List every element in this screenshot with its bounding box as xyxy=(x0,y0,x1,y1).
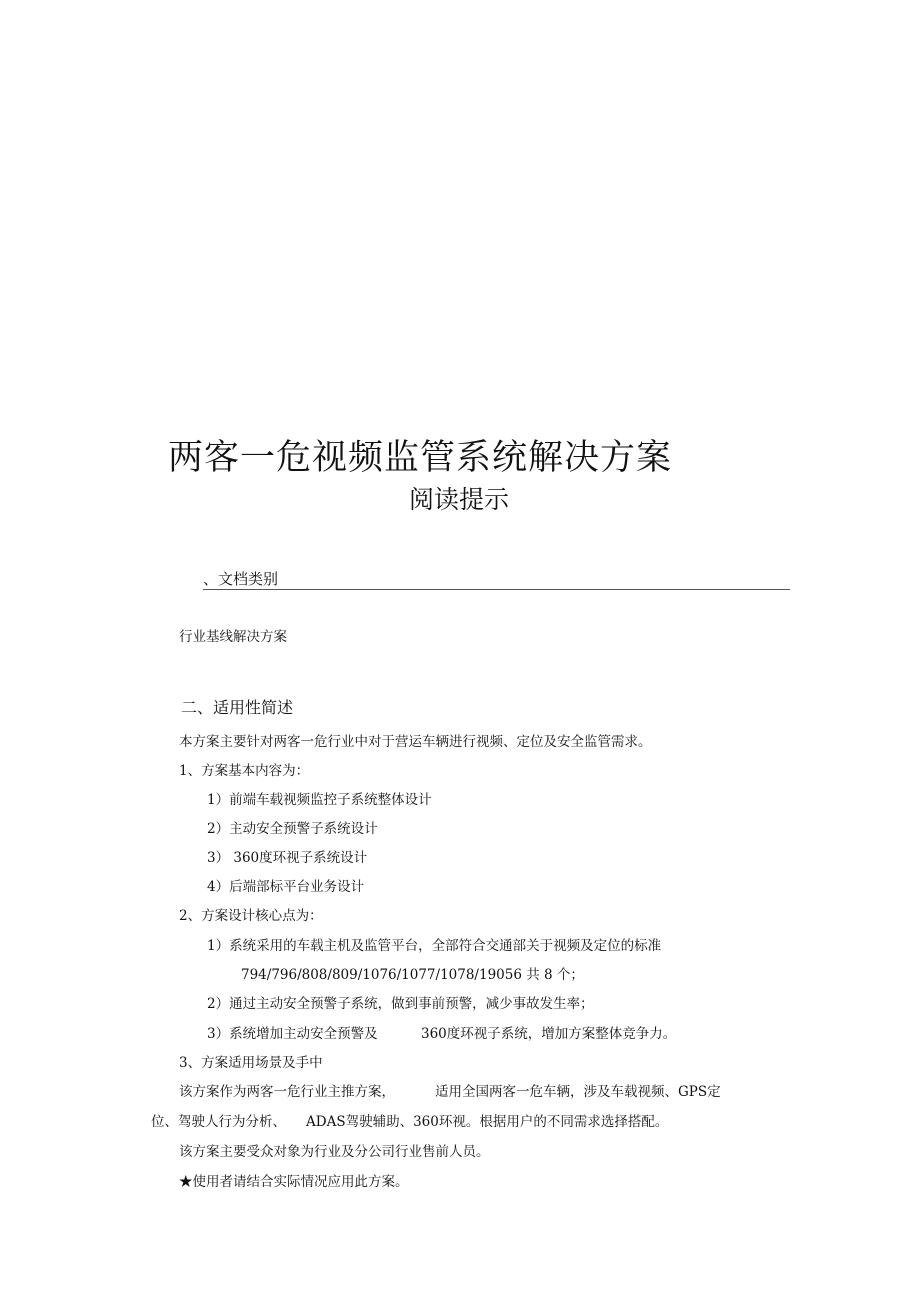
intro-paragraph: 本方案主要针对两客一危行业中对于营运车辆进行视频、定位及安全监管需求。 xyxy=(179,734,652,750)
list-item: 2）主动安全预警子系统设计 xyxy=(207,821,378,837)
point3-line2-part1: 位、驾驶人行为分析、 xyxy=(151,1114,286,1130)
point2-title: 2、方案设计核心点为： xyxy=(179,908,323,924)
list-item: 4）后端部标平台业务设计 xyxy=(207,879,365,895)
section-divider xyxy=(203,589,790,590)
usage-note: ★使用者请结合实际情况应用此方案。 xyxy=(179,1174,409,1190)
point3-line1-part2: 适用全国两客一危车辆，涉及车载视频、GPS定 xyxy=(435,1084,721,1100)
point2-item3-part2: 360度环视子系统，增加方案整体竞争力。 xyxy=(421,1026,677,1042)
document-title: 两客一危视频监管系统解决方案 xyxy=(168,438,673,478)
audience-paragraph: 该方案主要受众对象为行业及分公司行业售前人员。 xyxy=(179,1144,490,1160)
document-subtitle: 阅读提示 xyxy=(409,485,510,514)
section-heading-doc-type: 、文档类别 xyxy=(203,570,279,588)
point3-line1-part1: 该方案作为两客一危行业主推方案， xyxy=(179,1084,395,1100)
doc-type-value: 行业基线解决方案 xyxy=(179,629,287,645)
point3-title: 3、方案适用场景及手中 xyxy=(179,1055,323,1071)
list-item: 1）前端车载视频监控子系统整体设计 xyxy=(207,792,432,808)
point3-line2-part2: ADAS驾驶辅助、360环视。根据用户的不同需求选择搭配。 xyxy=(306,1114,669,1130)
point1-title: 1、方案基本内容为： xyxy=(179,763,310,779)
list-item: 3） 360度环视子系统设计 xyxy=(207,850,368,866)
point2-item3-part1: 3）系统增加主动安全预警及 xyxy=(207,1026,378,1042)
section-heading-applicability: 二、适用性简述 xyxy=(181,698,294,717)
point2-item1-line2: 794/796/808/809/1076/1077/1078/19056 共 8 个； xyxy=(241,967,584,983)
point2-item2: 2）通过主动安全预警子系统，做到事前预警，减少事故发生率； xyxy=(207,996,594,1012)
point2-item1-line1: 1）系统采用的车载主机及监管平台，全部符合交通部关于视频及定位的标准 xyxy=(207,938,662,954)
